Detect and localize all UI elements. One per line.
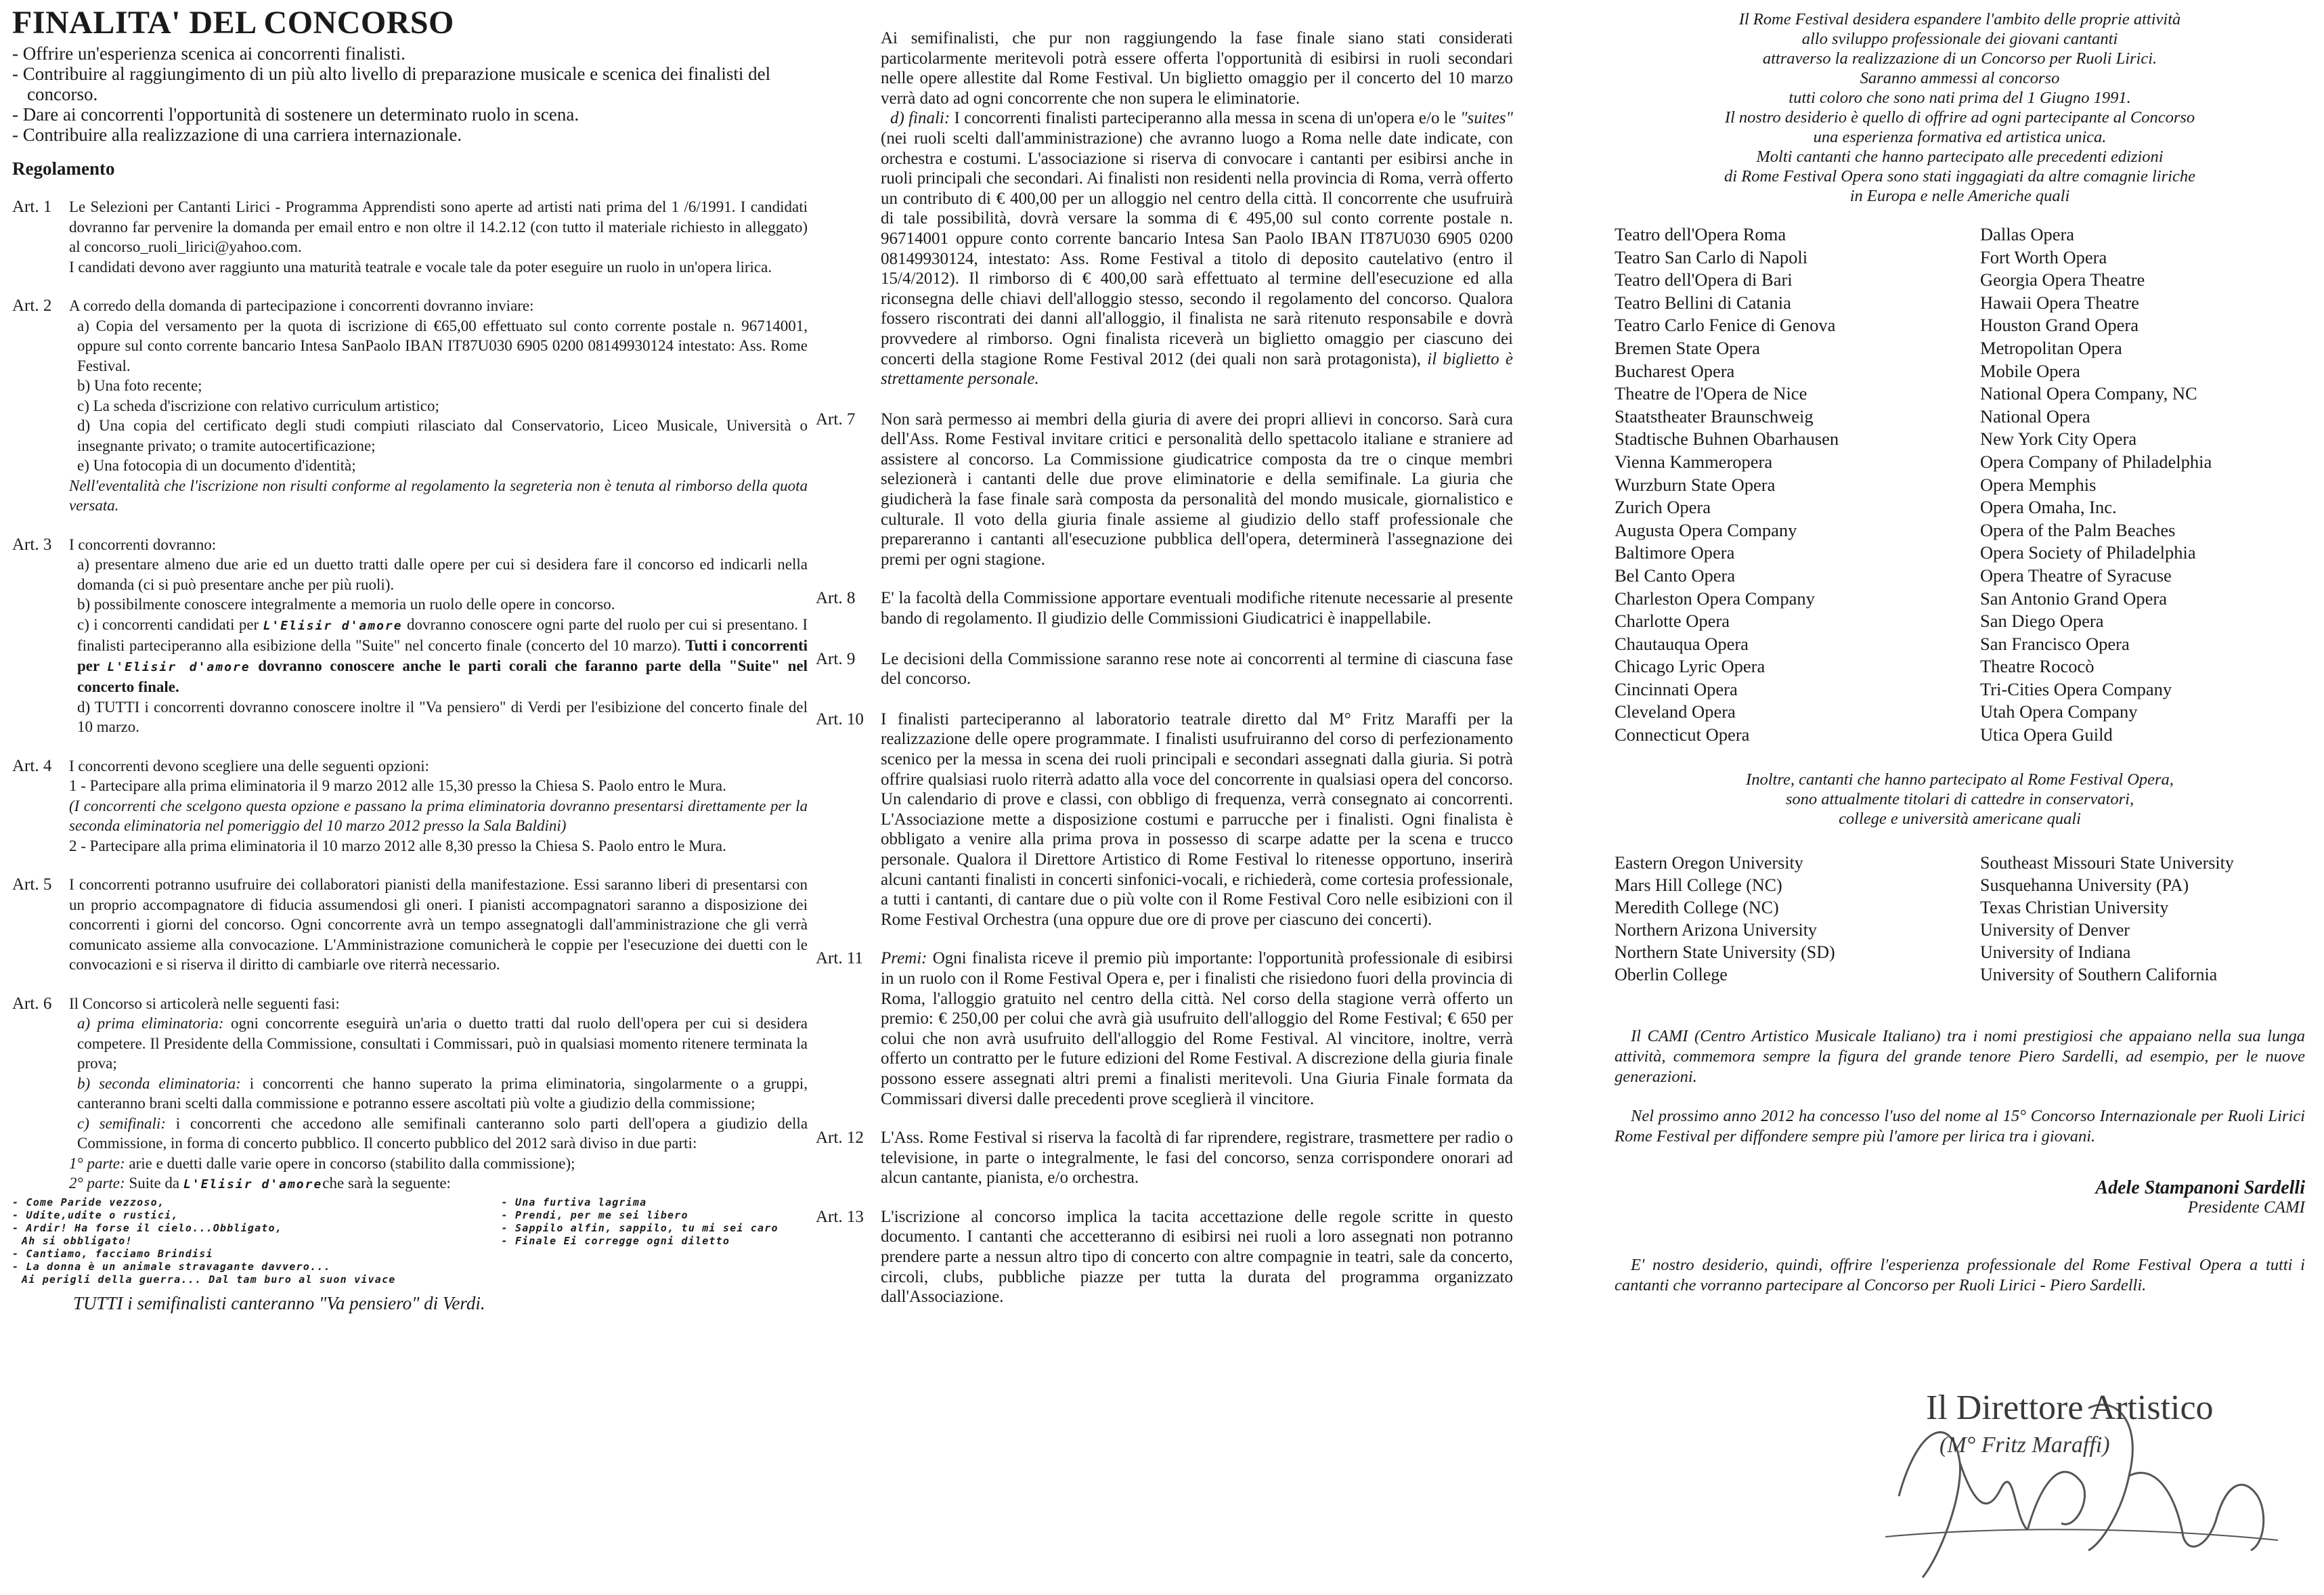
article-item bbox=[69, 1173, 808, 1195]
university-item: Oberlin College bbox=[1615, 964, 1728, 984]
university-item: University of Denver bbox=[1980, 919, 2130, 940]
article-text: i concorrenti che accedono alle semifinali canteranno solo parti dell'opera a giudizio della Commissione, in forma di concerto pubblico. Il concerto pubblico del 2012 sarà diviso in due parti: bbox=[77, 1114, 808, 1152]
article-text: L'iscrizione al concorso implica la tacita accettazione delle regole scritte in questo documento. I cantanti che accetteranno di esibirsi nei ruoli a loro assegnati non potranno prendere parte a nessun altro tipo di concerto con altre compagnie in teatri, sale da concerto, circoli, clubs, pubbliche piazze per tutta la durata del programma organizzato dall'Associazione. bbox=[881, 1207, 1513, 1307]
intro-line: Inoltre, cantanti che hanno partecipato al Rome Festival Opera, bbox=[1746, 770, 2174, 789]
intro-line: Saranno ammessi al concorso bbox=[1860, 69, 2060, 87]
article-text: i concorrenti che hanno superato la prima eliminatoria, singolarmente o a gruppi, canteranno brani scelti dalla commissione e potranno essere ascoltati più volte a giudizio della commissione; bbox=[77, 1074, 808, 1112]
phase-label: a) prima eliminatoria: bbox=[77, 1015, 224, 1032]
option-1: 1 - Partecipare alla prima eliminatoria il 9 marzo 2012 alle 15,30 presso la Chiesa S. Paolo entro le Mura. bbox=[69, 777, 726, 794]
article-label: Art. 5 bbox=[12, 875, 52, 894]
opera-title: L'Elisir d'amore bbox=[263, 618, 403, 633]
article-text: Il Concorso si articolerà nelle seguenti fasi: bbox=[69, 995, 340, 1012]
university-item: Susquehanna University (PA) bbox=[1980, 875, 2189, 895]
right-column bbox=[1615, 0, 2305, 1296]
part-label: 1° parte: bbox=[69, 1154, 125, 1172]
article-label: Art. 6 bbox=[12, 994, 52, 1013]
article-text bbox=[881, 108, 1513, 389]
article-item: d) TUTTI i concorrenti dovranno conoscere inoltre il "Va pensiero" di Verdi per l'esibizione del concerto finale del 10 marzo. bbox=[77, 698, 808, 735]
article-9 bbox=[816, 649, 1513, 689]
article-label: Art. 1 bbox=[12, 198, 52, 216]
article-item: b) possibilmente conoscere integralmente a memoria un ruolo delle opere in concorso. bbox=[77, 596, 615, 613]
theatre-item: Fort Worth Opera bbox=[1980, 246, 2107, 267]
theatre-item: New York City Opera bbox=[1980, 429, 2137, 450]
article-item: e) Una fotocopia di un documento d'identità; bbox=[77, 457, 356, 474]
theatre-item: San Francisco Opera bbox=[1980, 633, 2130, 654]
intro-line: in Europa e nelle Americhe quali bbox=[1849, 187, 2070, 205]
theatre-item: Dallas Opera bbox=[1980, 224, 2075, 244]
intro-line: Il nostro desiderio è quello di offrire ad ogni partecipante al Concorso bbox=[1724, 108, 2195, 127]
article-item: a) presentare almeno due arie ed un duetto tratti dalle opere per cui si desidera fare il concorso ed indicarli nella domanda (ci si può presentare anche per più ruoli). bbox=[77, 556, 808, 593]
theatre-item: Opera Omaha, Inc. bbox=[1980, 497, 2117, 518]
theatre-item: Baltimore Opera bbox=[1615, 542, 1735, 563]
article-text: Ai semifinalisti, che pur non raggiungendo la fase finale siano stati considerati particolarmente meritevoli potrà essere offerta l'opportunità di esibirsi in ruoli secondari nelle opere allestite dal Rome Festival. Un biglietto omaggio per il concerto del 10 marzo verrà dato ad ogni concorrente che non supera le eliminatorie. bbox=[881, 29, 1513, 108]
article-note: Nell'eventalità che l'iscrizione non risulti conforme al regolamento la segreteria non è tenuta al rimborso della quota versata. bbox=[69, 477, 808, 514]
option-1-note: (I concorrenti che scelgono questa opzione e passano la prima eliminatoria dovranno presentarsi direttamente per la seconda eliminatoria nel pomeriggio del 10 marzo 2012 presso la Sala Baldini) bbox=[69, 797, 808, 834]
intro-line: sono attualmente titolari di cattedre in conservatori, bbox=[1785, 789, 2134, 808]
aria-item: - Ardir! Ha forse il cielo...Obbligato, bbox=[12, 1221, 282, 1234]
theatre-item: Georgia Opera Theatre bbox=[1980, 269, 2145, 290]
desire-paragraph: E' nostro desiderio, quindi, offrire l'esperienza professionale del Rome Festival Opera a tutti i cantanti che vorranno partecipare al Concorso per Ruoli Lirici - Piero Sardelli. bbox=[1615, 1255, 2305, 1294]
middle-column bbox=[816, 0, 1513, 1326]
article-label: Art. 2 bbox=[12, 297, 52, 315]
theatre-item: Cleveland Opera bbox=[1615, 701, 1736, 722]
theatre-item: Hawaii Opera Theatre bbox=[1980, 292, 2139, 313]
aria-item: - Cantiamo, facciamo Brindisi bbox=[12, 1247, 213, 1260]
goal-item: - Dare ai concorrenti l'opportunità di sostenere un determinato ruolo in scena. bbox=[12, 104, 808, 125]
aria-item: - Finale Ei corregge ogni diletto bbox=[501, 1234, 730, 1247]
intro-line: di Rome Festival Opera sono stati inggagiati da altre comagnie liriche bbox=[1724, 167, 2195, 185]
goals-list bbox=[12, 43, 808, 145]
article-7 bbox=[816, 410, 1513, 570]
aria-item: - Sappilo alfin, sappilo, tu mi sei caro bbox=[501, 1221, 779, 1234]
article-text: Non sarà permesso ai membri della giuria di avere dei propri allievi in concorso. Sarà cura dell'Ass. Rome Festival invitare critici e personalità dello spettacolo italiane e straniere ad assistere al concorso. La Commissione giudicatrice composta da tre o cinque membri selezionerà i cantanti delle due prove eliminatorie e della semifinale. La giuria che giudicherà la fase finale sarà composta da personalità del mondo musicale, giornalistico e culturale. Il voto della giuria finale assieme al giudizio dello staff professionale che prepareranno i cantanti all'esecuzione pubblica dell'opera, determinerà l'assegnazione dei premi per ogni stagione. bbox=[881, 410, 1513, 569]
aria-item: - Come Paride vezzoso, bbox=[12, 1196, 165, 1208]
article-item bbox=[69, 615, 808, 697]
theatre-item: Bucharest Opera bbox=[1615, 360, 1735, 381]
theatre-item: Opera Memphis bbox=[1980, 474, 2097, 495]
signer-name: Adele Stampanoni Sardelli bbox=[2095, 1177, 2305, 1198]
article-text: (nei ruoli scelti dall'amministrazione) che avranno luogo a Roma nelle date indicate, con orchestra e costumi. L'associazione si riserva di convocare i cantanti per esibirsi anche in ruoli principali che secondari. Ai finalisti non residenti nella provincia di Roma, verrà offerto un contributo di € 400,00 per un alloggio nel centro della città. Il concorrente che usufruirà di tale possibilità, dovrà versare la somma di € 495,00 sul conto corrente postale n. 96714001 oppure conto corrente bancario Intesa San Paolo IBAN IT87U030 6905 0200 08149930124, intestato: Ass. Rome Festival a titolo di deposito cautelativo (entro il 15/4/2012). Il rimborso di € 400,00 sarà effettuato al termine dell'esecuzione ed alla riconsegna delle chiavi dell'alloggio stesso, secondo il regolamento del concorso. Qualora fossero riscontrati dei danni all'alloggio, il finalista ne sarà ritenuto responsabile e dovrà provvedere al rimborso. Ogni finalista riceverà un biglietto omaggio per ciascuno dei concerti della stagione Rome Festival 2012 (dei quali non sarà protagonista), bbox=[881, 129, 1513, 368]
left-column bbox=[12, 0, 808, 1314]
theatre-item: Vienna Kammeropera bbox=[1615, 451, 1773, 472]
prizes-label: Premi: bbox=[881, 949, 927, 968]
theatre-item: Opera Society of Philadelphia bbox=[1980, 542, 2196, 563]
article-text: A corredo della domanda di partecipazione i concorrenti dovranno inviare: bbox=[69, 297, 534, 314]
theatre-item: Cincinnati Opera bbox=[1615, 678, 1738, 699]
intro-line: allo sviluppo professionale dei giovani cantanti bbox=[1801, 30, 2118, 48]
suites-label: "suites" bbox=[1460, 109, 1514, 128]
article-4 bbox=[12, 756, 808, 856]
aria-item: - Una furtiva lagrima bbox=[501, 1196, 647, 1208]
theatre-item: Zurich Opera bbox=[1615, 497, 1711, 518]
goal-item: - Offrire un'esperienza scenica ai concorrenti finalisti. bbox=[12, 43, 808, 64]
article-text: Suite da bbox=[129, 1175, 180, 1192]
article-6 bbox=[12, 994, 808, 1286]
article-text: I candidati devono aver raggiunto una maturità teatrale e vocale tale da poter eseguire un ruolo in un'opera lirica. bbox=[69, 258, 772, 276]
article-label: Art. 11 bbox=[816, 949, 863, 968]
theatre-item: Chautauqua Opera bbox=[1615, 633, 1749, 654]
cami-text: Nel prossimo anno 2012 ha concesso l'uso del nome al 15° Concorso Internazionale per Ruoli Lirici Rome Festival per diffondere sempre più l'amore per lirica tra i giovani. bbox=[1615, 1106, 2305, 1145]
article-item bbox=[69, 1013, 808, 1074]
article-label: Art. 10 bbox=[816, 709, 864, 728]
article-text: I finalisti parteciperanno al laboratorio teatrale diretto dal M° Fritz Maraffi per la realizzazione delle opere programmate. I finalisti usufruiranno del corso di perfezionamento scenico per la messa in scena dei ruoli principali e secondari assegnati dalla giuria. Si potrà offrire qualsiasi ruolo riterrà adatto alla voce del concorrente in qualsiasi opera del concorso. Un calendario di prove e classi, con obbligo di frequenza, verrà consegnato ai concorrenti. L'Associazione mette a disposizione costumi e parrucche per i finalisti. Ogni finalista è obbligato a venire alla prima prova in possesso di scarpe adatte per la scena e trucco personale. Qualora il Direttore Artistico di Rome Festival lo ritenesse opportuno, inserirà alcuni cantanti finalisti in concerti sinfonici-vocali, e richiederà, come cortesia professionale, a tutti i cantanti, di cantare due o più volte con il Rome Festival Coro nelle esibizioni con il Rome Festival Orchestra (una oppure due ore di prove per ciascuno dei concerti). bbox=[881, 709, 1513, 929]
director-name: (M° Fritz Maraffi) bbox=[1939, 1433, 2110, 1458]
regolamento-heading: Regolamento bbox=[12, 158, 115, 179]
finals-section bbox=[816, 108, 1513, 389]
aria-item: Ah si obbligato! bbox=[22, 1234, 133, 1247]
university-item: Mars Hill College (NC) bbox=[1615, 875, 1782, 895]
theatre-item: Augusta Opera Company bbox=[1615, 519, 1797, 540]
theatre-item: Opera Company of Philadelphia bbox=[1980, 451, 2212, 472]
cami-paragraph bbox=[1615, 1026, 2305, 1147]
university-item: Meredith College (NC) bbox=[1615, 897, 1779, 917]
universities-right bbox=[1980, 852, 2305, 986]
theatre-item: Bremen State Opera bbox=[1615, 337, 1760, 358]
theatre-item: National Opera Company, NC bbox=[1980, 383, 2197, 404]
article-label: Art. 7 bbox=[816, 410, 856, 429]
article-text: Le decisioni della Commissione saranno rese note ai concorrenti al termine di ciascuna fase del concorso. bbox=[881, 649, 1513, 689]
article-label: Art. 3 bbox=[12, 535, 52, 554]
option-2: 2 - Partecipare alla prima eliminatoria il 10 marzo 2012 alle 8,30 presso la Chiesa S. Paolo entro le Mura. bbox=[69, 837, 726, 854]
theatre-item: Staatstheater Braunschweig bbox=[1615, 406, 1814, 427]
theatre-item: Opera Theatre of Syracuse bbox=[1980, 565, 2172, 586]
theatre-item: San Antonio Grand Opera bbox=[1980, 588, 2167, 609]
intro-line: college e università americane quali bbox=[1839, 809, 2081, 828]
signer-role: Presidente CAMI bbox=[2187, 1198, 2305, 1217]
semifinal-note bbox=[816, 28, 1513, 108]
article-text: Le Selezioni per Cantanti Lirici - Programma Apprendisti sono aperte ad artisti nati prima del 1 /6/1991. I candidati dovranno far pervenire la domanda per email entro e non oltre il 14.2.12 (con tutto il materiale richiesto in alleggato) al concorso_ruoli_lirici@yahoo.com. bbox=[69, 198, 808, 255]
university-item: University of Southern California bbox=[1980, 964, 2218, 984]
article-label: Art. 4 bbox=[12, 756, 52, 775]
arias-right bbox=[414, 1196, 808, 1286]
intro-line: una esperienza formativa ed artistica unica. bbox=[1813, 128, 2107, 146]
article-2 bbox=[12, 296, 808, 516]
article-text: arie e duetti dalle varie opere in concorso (stabilito dalla commissione); bbox=[129, 1154, 575, 1172]
article-text bbox=[881, 948, 1513, 1109]
university-item: Texas Christian University bbox=[1980, 897, 2169, 917]
article-item: b) Una foto recente; bbox=[77, 377, 202, 394]
theatre-item: Connecticut Opera bbox=[1615, 724, 1750, 745]
intro-line: attraverso la realizzazione di un Concorso per Ruoli Lirici. bbox=[1762, 49, 2157, 68]
university-item: Northern Arizona University bbox=[1615, 919, 1817, 940]
arias-list bbox=[12, 1196, 808, 1286]
theatres-list bbox=[1615, 223, 2305, 747]
theatres-left bbox=[1615, 223, 1980, 747]
theatre-item: National Opera bbox=[1980, 406, 2090, 427]
universities-list bbox=[1615, 852, 2305, 986]
theatre-item: Chicago Lyric Opera bbox=[1615, 656, 1766, 677]
aria-item: - La donna è un animale stravagante davvero... bbox=[12, 1260, 331, 1273]
theatre-item: Charlotte Opera bbox=[1615, 611, 1730, 632]
article-text: Ogni finalista riceve il premio più importante: l'opportunità professionale di esibirsi in un ruolo con il Rome Festival Opera e, per i finalisti che risiedono fuori della provincia di Roma, l'alloggio gratuito nel centro della città. Nel corso della stagione verrà offerto un premio: € 250,00 per colui che avrà già usufruito dell'alloggio del Rome Festival; € 650 per colui che non avrà usufruito dell'alloggio del Rome Festival. Al vincitore, inoltre, verrà offerto un contratto per le future edizioni del Rome Festival. A discrezione della giuria finale possono essere assegnati altri premi a finalisti meritevoli. Una Giuria Finale formata da Commissari diversi dalle precedenti prove sceglierà il vincitore. bbox=[881, 949, 1513, 1108]
article-item bbox=[69, 1074, 808, 1114]
article-text: che sarà la seguente: bbox=[322, 1175, 451, 1192]
theatre-item: Charleston Opera Company bbox=[1615, 588, 1815, 609]
article-text: Tutti i concorrenti per bbox=[77, 637, 808, 674]
theatre-item: Wurzburn State Opera bbox=[1615, 474, 1776, 495]
article-item bbox=[69, 1154, 808, 1174]
theatre-item: Tri-Cities Opera Company bbox=[1980, 678, 2172, 699]
article-text: il biglietto è strettamente personale. bbox=[881, 349, 1513, 389]
article-text: c) i concorrenti candidati per bbox=[77, 615, 259, 633]
theatre-item: Theatre de l'Opera de Nice bbox=[1615, 383, 1807, 404]
aria-item: Ai perigli della guerra... Dal tam buro al suon vivace bbox=[22, 1273, 396, 1286]
article-8 bbox=[816, 588, 1513, 628]
article-item: d) Una copia del certificato degli studi compiuti rilasciato dal Conservatorio, Liceo Musicale, Università o insegnante privato; o tramite autocertificazione; bbox=[77, 417, 808, 454]
university-item: Southeast Missouri State University bbox=[1980, 852, 2234, 873]
theatre-item: Teatro dell'Opera di Bari bbox=[1615, 269, 1793, 290]
aria-item: - Prendi, per me sei libero bbox=[501, 1208, 688, 1221]
aria-item: - Udite,udite o rustici, bbox=[12, 1208, 179, 1221]
theatre-item: Houston Grand Opera bbox=[1980, 315, 2139, 336]
universities-left bbox=[1615, 852, 1980, 986]
theatre-item: Mobile Opera bbox=[1980, 360, 2080, 381]
theatre-item: Teatro dell'Opera Roma bbox=[1615, 224, 1786, 244]
article-label: Art. 9 bbox=[816, 649, 856, 668]
article-10 bbox=[816, 709, 1513, 930]
theatres-right bbox=[1980, 223, 2305, 747]
part-label: 2° parte: bbox=[69, 1175, 125, 1192]
university-item: Eastern Oregon University bbox=[1615, 852, 1803, 873]
theatre-item: Stadtische Buhnen Obarhausen bbox=[1615, 429, 1839, 450]
arias-left bbox=[12, 1196, 407, 1286]
theatre-item: Teatro Bellini di Catania bbox=[1615, 292, 1791, 313]
festival-intro bbox=[1615, 9, 2305, 206]
phase-label: c) semifinali: bbox=[77, 1114, 166, 1132]
article-label: Art. 13 bbox=[816, 1207, 864, 1226]
article-13 bbox=[816, 1207, 1513, 1307]
article-text: I concorrenti finalisti parteciperanno alla messa in scena di un'opera e/o le bbox=[954, 109, 1456, 128]
page-title: FINALITA' DEL CONCORSO bbox=[12, 5, 454, 41]
opera-title: L'Elisir d'amore bbox=[183, 1177, 323, 1192]
theatre-item: San Diego Opera bbox=[1980, 611, 2104, 632]
article-text: ogni concorrente eseguirà un'aria o duetto tratti dal ruolo dell'opera per cui si desidera competere. Il Presidente della Commissione, consultati i Commissari, può in qualsiasi momento ritenere terminata la prova; bbox=[77, 1015, 808, 1072]
theatre-item: Teatro Carlo Fenice di Genova bbox=[1615, 315, 1836, 336]
universities-intro bbox=[1615, 770, 2305, 829]
theatre-item: Teatro San Carlo di Napoli bbox=[1615, 246, 1808, 267]
phase-label: d) finali: bbox=[890, 109, 950, 128]
theatre-item: Utah Opera Company bbox=[1980, 701, 2138, 722]
intro-line: Il Rome Festival desidera espandere l'ambito delle proprie attività bbox=[1738, 10, 2181, 28]
goal-item: - Contribuire alla realizzazione di una carriera internazionale. bbox=[12, 125, 808, 145]
article-label: Art. 12 bbox=[816, 1129, 864, 1148]
article-1 bbox=[12, 197, 808, 277]
closing-note: TUTTI i semifinalisti canteranno "Va pensiero" di Verdi. bbox=[73, 1292, 485, 1313]
intro-line: tutti coloro che sono nati prima del 1 Giugno 1991. bbox=[1789, 89, 2131, 107]
article-text: dovranno conoscere anche le parti corali che faranno parte della "Suite" nel concerto finale. bbox=[77, 657, 808, 695]
theatre-item: Opera of the Palm Beaches bbox=[1980, 519, 2176, 540]
article-3 bbox=[12, 535, 808, 737]
intro-line: Molti cantanti che hanno partecipato alle precedenti edizioni bbox=[1756, 148, 2164, 166]
goal-item: - Contribuire al raggiungimento di un più alto livello di preparazione musicale e scenica dei finalisti del concorso. bbox=[12, 64, 808, 104]
article-label: Art. 8 bbox=[816, 589, 856, 608]
phase-label: b) seconda eliminatoria: bbox=[77, 1074, 241, 1092]
article-item: a) Copia del versamento per la quota di iscrizione di €65,00 effettuato sul conto corrente postale n. 96714001, oppure sul conto corrente bancario Intesa SanPaolo IBAN IT87U030 6905 0200 08149930124 intestato: Ass. Rome Festival. bbox=[77, 317, 808, 374]
article-text: L'Ass. Rome Festival si riserva la facoltà di far riprendere, registrare, trasmettere per radio o televisione, in parte o integralmente, le fasi del concorso, senza corrispondere onorari ad alcun cantante, pianista, e/o orchestra. bbox=[881, 1129, 1513, 1187]
opera-title: L'Elisir d'amore bbox=[107, 659, 250, 674]
director-signature bbox=[1858, 1381, 2292, 1584]
theatre-item: Bel Canto Opera bbox=[1615, 565, 1736, 586]
article-text: I concorrenti potranno usufruire dei collaboratori pianisti della manifestazione. Essi saranno liberi di presentarsi con un proprio accompagnatore di fiducia assumendosi gli oneri. I pianisti accompagnatori saranno a disposizione dei concorrenti i giorni del concorso. Ogni concorrente avrà un tempo assegnatogli dall'amministrazione che gli verrà comunicato assieme alla convocazione. L'Amministrazione comunicherà le coppie per l'esecuzione dei duetti con le convocazioni e si riserva il diritto di cambiarle ove riterrà necessario. bbox=[69, 876, 808, 973]
director-title: Il Direttore Artistico bbox=[1926, 1389, 2214, 1427]
article-5 bbox=[12, 875, 808, 975]
cami-text: Il CAMI (Centro Artistico Musicale Italiano) tra i nomi prestigiosi che appaiano nella sua lunga attività, commemora sempre la figura del grande tenore Piero Sardelli, ad esempio, per le nuove generazioni. bbox=[1615, 1026, 2305, 1086]
theatre-item: Theatre Rococò bbox=[1980, 656, 2095, 677]
article-12 bbox=[816, 1128, 1513, 1188]
theatre-item: Metropolitan Opera bbox=[1980, 337, 2122, 358]
article-text: I concorrenti dovranno: bbox=[69, 536, 217, 553]
article-text: dovranno conoscere ogni parte del ruolo per cui si presentano. I finalisti parteciperanno alla esibizione della "Suite" nel concerto finale (concerto del 10 marzo). bbox=[77, 615, 808, 654]
article-item: c) La scheda d'iscrizione con relativo curriculum artistico; bbox=[77, 397, 439, 414]
article-11 bbox=[816, 948, 1513, 1109]
theatre-item: Utica Opera Guild bbox=[1980, 724, 2113, 745]
article-text: I concorrenti devono scegliere una delle seguenti opzioni: bbox=[69, 757, 429, 774]
university-item: Northern State University (SD) bbox=[1615, 942, 1835, 962]
university-item: University of Indiana bbox=[1980, 942, 2131, 962]
article-text: E' la facoltà della Commissione apportare eventuali modifiche ritenute necessarie al presente bando di regolamento. Il giudizio delle Commissioni Giudicatrici è inappellabile. bbox=[881, 589, 1513, 628]
article-item bbox=[69, 1114, 808, 1154]
